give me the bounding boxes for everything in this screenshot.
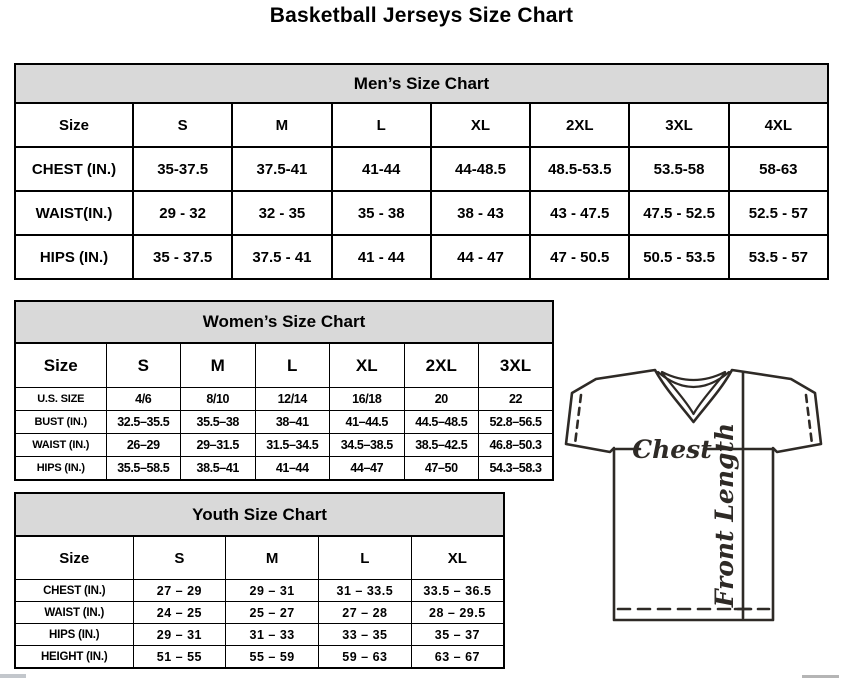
youth-column-header: L: [319, 536, 412, 580]
horizontal-scrollbar-fragment-left[interactable]: [0, 674, 26, 678]
mens-value-cell: 38 - 43: [431, 191, 530, 235]
mens-row-label: WAIST(IN.): [15, 191, 133, 235]
youth-value-cell: 25 – 27: [226, 602, 319, 624]
mens-value-cell: 32 - 35: [232, 191, 331, 235]
womens-value-cell: 26–29: [106, 434, 181, 457]
womens-value-cell: 47–50: [404, 457, 479, 481]
womens-value-cell: 8/10: [181, 388, 256, 411]
mens-value-cell: 44 - 47: [431, 235, 530, 279]
youth-table-title: Youth Size Chart: [15, 493, 504, 536]
womens-column-header: 3XL: [479, 343, 554, 388]
mens-value-cell: 53.5-58: [629, 147, 728, 191]
mens-value-cell: 35 - 38: [332, 191, 431, 235]
mens-value-cell: 37.5-41: [232, 147, 331, 191]
mens-value-cell: 48.5-53.5: [530, 147, 629, 191]
youth-value-cell: 59 – 63: [319, 646, 412, 669]
mens-value-cell: 47 - 50.5: [530, 235, 629, 279]
womens-value-cell: 31.5–34.5: [255, 434, 330, 457]
youth-value-cell: 29 – 31: [226, 580, 319, 602]
womens-value-cell: 35.5–38: [181, 411, 256, 434]
mens-column-header: 2XL: [530, 103, 629, 147]
youth-value-cell: 33.5 – 36.5: [411, 580, 504, 602]
youth-value-cell: 29 – 31: [133, 624, 226, 646]
womens-value-cell: 52.8–56.5: [479, 411, 554, 434]
womens-column-header: S: [106, 343, 181, 388]
mens-column-header: L: [332, 103, 431, 147]
womens-column-header: XL: [330, 343, 405, 388]
mens-value-cell: 53.5 - 57: [729, 235, 828, 279]
mens-size-table: [14, 63, 829, 280]
jersey-diagram-icon: [556, 360, 840, 628]
mens-row-label: CHEST (IN.): [15, 147, 133, 191]
youth-column-header: M: [226, 536, 319, 580]
mens-value-cell: 52.5 - 57: [729, 191, 828, 235]
jersey-outline: [566, 370, 821, 620]
mens-value-cell: 37.5 - 41: [232, 235, 331, 279]
womens-value-cell: 12/14: [255, 388, 330, 411]
youth-value-cell: 31 – 33: [226, 624, 319, 646]
mens-column-header: XL: [431, 103, 530, 147]
womens-value-cell: 16/18: [330, 388, 405, 411]
mens-value-cell: 41-44: [332, 147, 431, 191]
womens-value-cell: 44–47: [330, 457, 405, 481]
mens-value-cell: 41 - 44: [332, 235, 431, 279]
mens-value-cell: 35-37.5: [133, 147, 232, 191]
womens-column-header: Size: [15, 343, 106, 388]
mens-column-header: S: [133, 103, 232, 147]
youth-value-cell: 31 – 33.5: [319, 580, 412, 602]
youth-value-cell: 55 – 59: [226, 646, 319, 669]
youth-value-cell: 27 – 28: [319, 602, 412, 624]
womens-size-table: [14, 300, 554, 481]
womens-column-header: M: [181, 343, 256, 388]
youth-value-cell: 51 – 55: [133, 646, 226, 669]
jersey-measurement-diagram: [556, 360, 840, 628]
womens-table-title: Women’s Size Chart: [15, 301, 553, 343]
youth-value-cell: 28 – 29.5: [411, 602, 504, 624]
youth-row-label: HEIGHT (IN.): [15, 646, 133, 669]
womens-value-cell: 38–41: [255, 411, 330, 434]
chest-label: Chest: [632, 435, 712, 464]
womens-value-cell: 44.5–48.5: [404, 411, 479, 434]
womens-value-cell: 54.3–58.3: [479, 457, 554, 481]
youth-value-cell: 35 – 37: [411, 624, 504, 646]
womens-row-label: U.S. SIZE: [15, 388, 106, 411]
horizontal-scrollbar-fragment-right[interactable]: [802, 675, 839, 678]
page-title: Basketball Jerseys Size Chart: [269, 4, 574, 27]
youth-value-cell: 24 – 25: [133, 602, 226, 624]
mens-value-cell: 35 - 37.5: [133, 235, 232, 279]
mens-value-cell: 43 - 47.5: [530, 191, 629, 235]
womens-value-cell: 34.5–38.5: [330, 434, 405, 457]
womens-value-cell: 41–44.5: [330, 411, 405, 434]
mens-column-header: 3XL: [629, 103, 728, 147]
youth-value-cell: 63 – 67: [411, 646, 504, 669]
womens-value-cell: 38.5–42.5: [404, 434, 479, 457]
mens-column-header: 4XL: [729, 103, 828, 147]
mens-value-cell: 50.5 - 53.5: [629, 235, 728, 279]
mens-value-cell: 29 - 32: [133, 191, 232, 235]
womens-value-cell: 4/6: [106, 388, 181, 411]
womens-value-cell: 22: [479, 388, 554, 411]
womens-value-cell: 41–44: [255, 457, 330, 481]
mens-table-title: Men’s Size Chart: [15, 64, 828, 103]
womens-row-label: HIPS (IN.): [15, 457, 106, 481]
youth-value-cell: 27 – 29: [133, 580, 226, 602]
youth-size-table: [14, 492, 505, 669]
mens-value-cell: 47.5 - 52.5: [629, 191, 728, 235]
youth-column-header: S: [133, 536, 226, 580]
womens-column-header: L: [255, 343, 330, 388]
front-length-label: Front Length: [710, 422, 739, 608]
mens-value-cell: 44-48.5: [431, 147, 530, 191]
mens-value-cell: 58-63: [729, 147, 828, 191]
womens-row-label: BUST (IN.): [15, 411, 106, 434]
youth-column-header: Size: [15, 536, 133, 580]
womens-value-cell: 38.5–41: [181, 457, 256, 481]
youth-value-cell: 33 – 35: [319, 624, 412, 646]
womens-column-header: 2XL: [404, 343, 479, 388]
mens-column-header: M: [232, 103, 331, 147]
mens-row-label: HIPS (IN.): [15, 235, 133, 279]
womens-row-label: WAIST (IN.): [15, 434, 106, 457]
womens-value-cell: 46.8–50.3: [479, 434, 554, 457]
womens-value-cell: 32.5–35.5: [106, 411, 181, 434]
youth-column-header: XL: [411, 536, 504, 580]
womens-value-cell: 20: [404, 388, 479, 411]
womens-value-cell: 29–31.5: [181, 434, 256, 457]
womens-value-cell: 35.5–58.5: [106, 457, 181, 481]
youth-row-label: CHEST (IN.): [15, 580, 133, 602]
youth-row-label: HIPS (IN.): [15, 624, 133, 646]
mens-column-header: Size: [15, 103, 133, 147]
youth-row-label: WAIST (IN.): [15, 602, 133, 624]
